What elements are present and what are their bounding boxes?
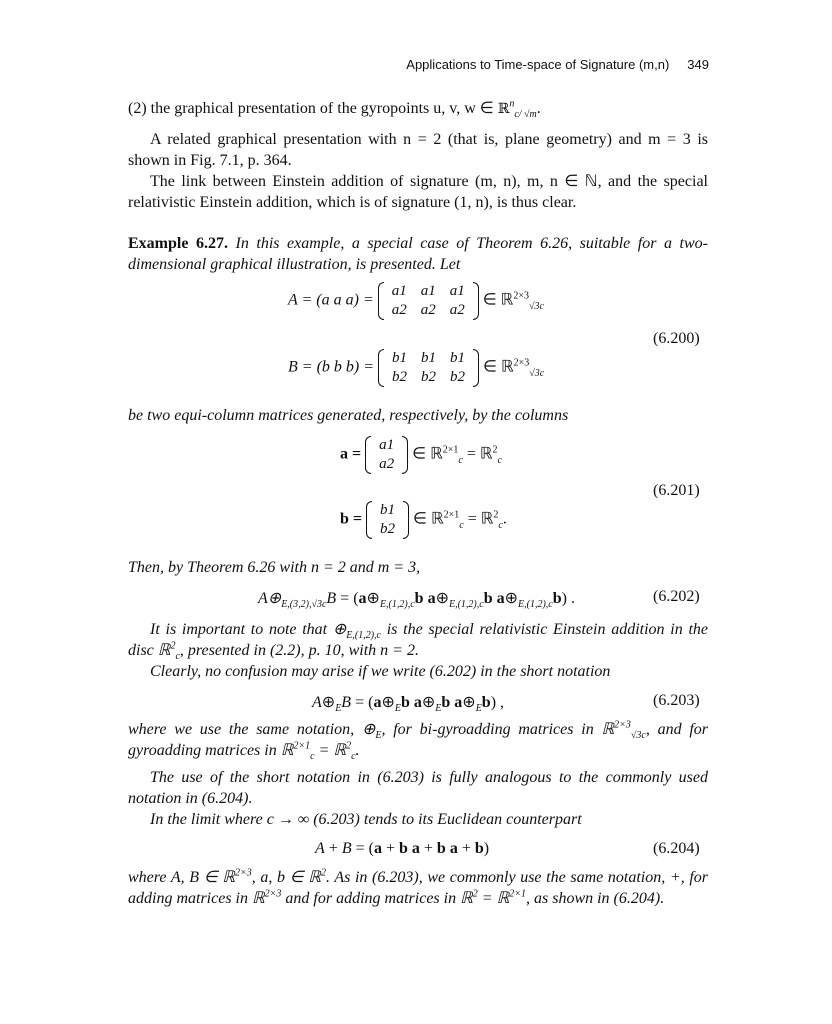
column-b: b1 b2 bbox=[366, 501, 409, 539]
column-a: a1 a2 bbox=[365, 436, 408, 474]
equation-number-6-200: (6.200) bbox=[653, 330, 700, 347]
running-title: Applications to Time-space of Signature (m,n) bbox=[406, 57, 670, 72]
paragraph-link-einstein: The link between Einstein addition of signature (m, n), m, n ∈ ℕ, and the special relativistic Einstein addition, which is of signature (1, n), is thus clear. bbox=[128, 173, 708, 211]
matrix-A-equation: A = (a a a) = a1 a1 a1 a2 a2 a2 ∈ ℝ$^{2\times 3}_{√3c}$ bbox=[288, 283, 544, 318]
equation-number-6-203: (6.203) bbox=[653, 692, 700, 709]
paragraph-limit: In the limit where c → ∞ (6.203) tends to its Euclidean counterpart bbox=[150, 811, 582, 828]
equation-6-202: $A\oplus_{E,(3,2),√3c}B$ = ($a\oplus_{E,(1,2),c}b$ $a\oplus_{E,(1,2),c}b$ $a\oplus_{E,(1,2),c}b$) . bbox=[258, 590, 575, 611]
paragraph-item-2: (2) the graphical presentation of the gyropoints u, v, w ∈ ℝ$^n_{c/ √m}$. bbox=[128, 98, 541, 121]
equation-6-204: A + B = (a + b a + b a + b) bbox=[315, 840, 490, 857]
equation-number-6-204: (6.204) bbox=[653, 840, 700, 857]
paragraph-short-notation: The use of the short notation in (6.203) is fully analogous to the commonly used notation in (6.204). bbox=[128, 769, 708, 807]
column-b-equation: b = b1 b2 ∈ ℝ$^{2\times 1}_c$ = ℝ$^2_c$. bbox=[340, 502, 507, 537]
equation-number-6-202: (6.202) bbox=[653, 588, 700, 605]
example-6-27 bbox=[128, 233, 708, 275]
paragraph-equi-column: be two equi-column matrices generated, respectively, by the columns bbox=[128, 407, 569, 424]
paragraph-related-presentation: A related graphical presentation with n = 2 (that is, plane geometry) and m = 3 is shown in Fig. 7.1, p. 364. bbox=[128, 131, 708, 169]
paragraph-final: where A, B ∈ ℝ$^{2\times 3}$, a, b ∈ ℝ$^2$. As in (6.203), we commonly use the same notation, +, for adding matrices in ℝ$^{2\times 3}$ and for adding matrices in ℝ$^2$ = ℝ$^{2\times 1}$, as shown in (6.204). bbox=[128, 867, 709, 907]
equation-6-203: $A\oplus_EB$ = ($a\oplus_Eb$ $a\oplus_Eb$ $a\oplus_Eb$) , bbox=[312, 694, 505, 715]
example-text: In this example, a special case of Theorem 6.26, suitable for a two-dimensional graphical illustration, is presented. Let bbox=[128, 235, 709, 273]
page-number: 349 bbox=[687, 57, 709, 72]
example-label: Example 6.27. bbox=[128, 235, 228, 252]
paragraph-same-notation: where we use the same notation, $\oplus_E$, for bi-gyroadding matrices in ℝ$^{2\times 3}_{√3c}$, and for gyroadding matrices in ℝ$^{2\times 1}_c$ = ℝ$^2_c$. bbox=[128, 719, 709, 763]
paragraph-important-note: It is important to note that $\oplus_{E,(1,2),c}$ is the special relativistic Einstein addition in the disc ℝ$^2_c$, presented in (2.2), p. 10, with n = 2. bbox=[128, 621, 708, 663]
equation-number-6-201: (6.201) bbox=[653, 482, 700, 499]
running-header bbox=[406, 57, 709, 72]
matrix-B-equation: B = (b b b) = b1 b1 b1 b2 b2 b2 ∈ ℝ$^{2\times 3}_{√3c}$ bbox=[288, 350, 545, 385]
matrix-B: b1 b1 b1 b2 b2 b2 bbox=[378, 349, 479, 387]
matrix-A: a1 a1 a1 a2 a2 a2 bbox=[378, 282, 479, 320]
column-a-equation: a = a1 a2 ∈ ℝ$^{2\times 1}_c$ = ℝ$^2_c$ bbox=[340, 437, 502, 472]
paragraph-clearly: Clearly, no confusion may arise if we write (6.202) in the short notation bbox=[150, 663, 611, 680]
paragraph-then-theorem: Then, by Theorem 6.26 with n = 2 and m = 3, bbox=[128, 559, 421, 576]
